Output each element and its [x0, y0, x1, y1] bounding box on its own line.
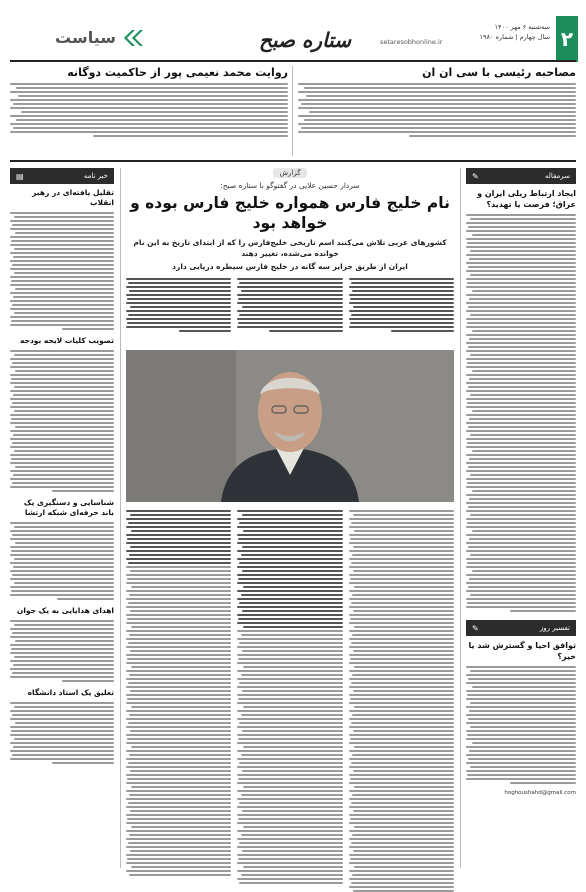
- intro-col-3: [126, 278, 231, 346]
- opinion-label: تفسیر روز: [539, 624, 570, 632]
- page-number: ۲: [560, 27, 574, 51]
- intro-col-2: [237, 278, 342, 346]
- portrait-figure: [126, 350, 454, 502]
- story-headline: نام خلیج فارس همواره خلیج فارس بوده و خواهد بود: [130, 194, 450, 232]
- top-article-right-title: مصاحبه رئیسی با سی ان ان: [422, 66, 576, 79]
- story-subkicker: سردار حسین علایی در گفتوگو با ستاره صبح:: [220, 181, 360, 190]
- news-item-body: [10, 212, 114, 330]
- newsletter-header: [10, 168, 114, 184]
- main-story: [126, 168, 454, 868]
- pen-icon: ✎: [472, 171, 479, 181]
- top-article-right-body: [298, 83, 576, 137]
- logo: [255, 24, 355, 56]
- news-item-body: [10, 620, 114, 682]
- news-item-body: [10, 522, 114, 600]
- logo-text: ستاره صبح: [259, 28, 351, 52]
- news-item-title: شناسایی و دستگیری یک باند حرفه‌ای شبکه ارتشا: [23, 498, 114, 517]
- top-article-left: [10, 66, 288, 158]
- pen-icon: ✎: [472, 623, 479, 633]
- intro-col-1: [349, 278, 454, 346]
- story-kicker: گزارش: [273, 168, 306, 178]
- news-item-title: تصویب کلیات لایحه بودجه: [19, 336, 114, 345]
- page-number-badge: [556, 16, 578, 62]
- news-item-body: [10, 702, 114, 764]
- newsletter-label: خبر نامه: [83, 172, 108, 180]
- story-lead-2: ایران از طریق جزایر سه گانه در خلیج فارس سیطره دریایی دارد: [172, 262, 408, 271]
- section-title: سیاست: [55, 28, 116, 47]
- opinion-body: [466, 666, 576, 784]
- top-article-left-body: [10, 83, 288, 137]
- top-article-left-title: روایت محمد نعیمی پور از حاکمیت دوگانه: [67, 66, 288, 79]
- news-icon: ▤: [16, 171, 24, 181]
- editorial-body: [466, 214, 576, 612]
- body-col-1: [349, 510, 454, 892]
- section-chevrons-icon: [120, 30, 144, 46]
- opinion-title: توافق احیا و گسترش شد یا خیر؟: [468, 641, 576, 661]
- story-lead-1: کشورهای عربی تلاش می‌کنند اسم تاریخی خلیج‌فارس را که از ابتدای تاریخ به این نام خوانده می‌شده، تغییر دهند: [133, 238, 447, 258]
- news-item-body: [10, 350, 114, 492]
- news-item-title: اهدای هدایایی به یک جوان: [16, 606, 114, 615]
- masthead: [0, 0, 586, 60]
- right-column: [466, 168, 576, 868]
- editorial-label: سرمقاله: [544, 172, 570, 180]
- issue-line: سال چهارم | شماره ۱۹۸۰: [479, 33, 550, 41]
- left-column: [10, 168, 114, 868]
- news-item-title: تعلیق یک استاد دانشگاه: [27, 688, 114, 697]
- editorial-title: ایجاد ارتباط ریلی ایران و عراق؛ فرصت یا تهدید؟: [477, 189, 576, 209]
- top-article-right: [298, 66, 576, 158]
- body-col-3: [126, 510, 231, 892]
- body-col-2: [237, 510, 342, 892]
- news-item-title: تقلیل یافته‌ای در رهبر انقلاب: [32, 188, 114, 207]
- interviewee-photo: [126, 350, 454, 502]
- editorial-header: [466, 168, 576, 184]
- author-email[interactable]: hoghoushahd@gmail.com: [504, 790, 576, 796]
- date-line: سه‌شنبه ۶ مهر ۱۴۰۰: [494, 23, 550, 31]
- website[interactable]: setaresobhonline.ir: [380, 38, 443, 46]
- opinion-header: [466, 620, 576, 636]
